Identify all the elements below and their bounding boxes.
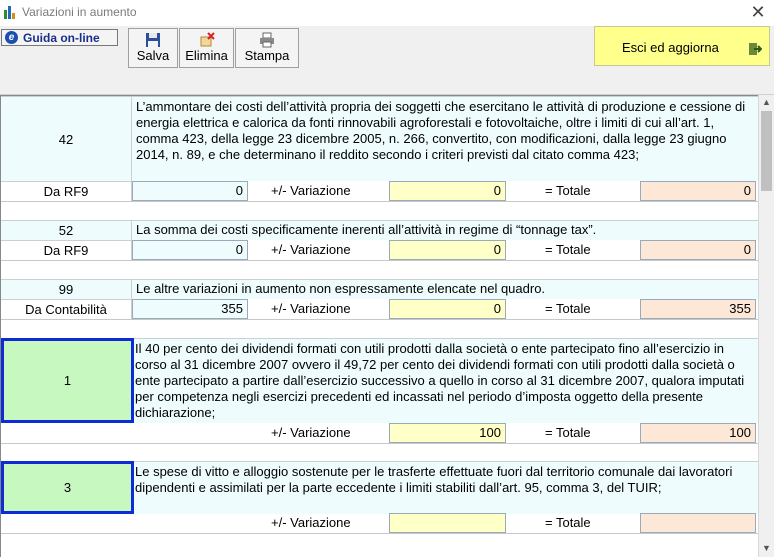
stampa-button[interactable] — [235, 28, 299, 68]
elimina-button[interactable] — [179, 28, 234, 68]
totale-label: = Totale — [545, 425, 591, 440]
totale-field[interactable] — [640, 513, 756, 533]
base-value-field[interactable]: 355 — [132, 299, 248, 319]
base-value-field[interactable]: 0 — [132, 240, 248, 260]
row-source-label: Da RF9 — [1, 240, 132, 260]
ie-icon: e — [5, 31, 18, 44]
app-icon — [4, 6, 17, 19]
esci-ed-aggiorna-button[interactable] — [594, 26, 770, 66]
variazione-field[interactable]: 0 — [389, 299, 506, 319]
variazione-label: +/- Variazione — [271, 183, 351, 198]
stampa-label: Stampa — [244, 48, 290, 63]
row-code-cell: 99 — [1, 279, 132, 299]
row-code-cell: 42 — [1, 96, 132, 181]
esci-label: Esci ed aggiorna — [622, 40, 719, 55]
totale-field[interactable]: 355 — [640, 299, 756, 319]
variazione-label: +/- Variazione — [271, 301, 351, 316]
row-description: Le spese di vitto e alloggio sostenute per le trasferte effettuate fuori dal territorio comunale dai lavoratori dipendenti e assimilati per la parte eccedente i limiti stabiliti dall’art. 95, comma 3, del TUIR; — [134, 461, 758, 514]
variazione-field[interactable]: 0 — [389, 240, 506, 260]
row-code-cell-selected[interactable]: 3 — [1, 461, 134, 514]
title-bar — [0, 0, 774, 26]
row-divider — [1, 319, 758, 320]
scroll-down-arrow-icon[interactable]: ▼ — [762, 543, 771, 553]
vertical-scrollbar[interactable] — [758, 95, 774, 557]
guida-online-label: Guida on-line — [23, 30, 100, 45]
row-description: Il 40 per cento dei dividendi formati con utili prodotti dalla società o ente partecipato fino all’esercizio in corso al 31 dicembre 2007 ovvero il 49,72 per cento dei dividendi formati con utili prodotti dalla società o ente partecipato a partire dall’esercizio successivo a quello in corso al 31 dicembre 2007, qualora imputati per competenza negli esercizi precedenti ed incassati nel periodo d’imposta oggetto della presente dichiarazione; — [134, 338, 758, 423]
exit-arrow-icon — [748, 42, 762, 56]
row-divider — [1, 533, 758, 534]
variazione-field[interactable]: 0 — [389, 181, 506, 201]
elimina-label: Elimina — [185, 48, 228, 63]
totale-field[interactable]: 0 — [640, 240, 756, 260]
floppy-disk-icon — [145, 32, 161, 48]
totale-label: = Totale — [545, 183, 591, 198]
row-source-label: Da Contabilità — [1, 299, 132, 319]
variazione-label: +/- Variazione — [271, 242, 351, 257]
variazione-label: +/- Variazione — [271, 515, 351, 530]
printer-icon — [259, 32, 275, 48]
row-code-cell-selected[interactable]: 1 — [1, 338, 134, 423]
variazioni-grid — [0, 95, 758, 557]
totale-field[interactable]: 0 — [640, 181, 756, 201]
window-title: Variazioni in aumento — [22, 5, 137, 19]
variazione-label: +/- Variazione — [271, 425, 351, 440]
row-description: Le altre variazioni in aumento non espressamente elencate nel quadro. — [132, 279, 758, 299]
salva-label: Salva — [136, 48, 170, 63]
row-divider — [1, 443, 758, 444]
guida-online-button[interactable] — [1, 29, 118, 46]
totale-label: = Totale — [545, 242, 591, 257]
eraser-delete-icon — [199, 32, 215, 48]
variazione-field[interactable] — [389, 513, 506, 533]
toolbar — [0, 26, 774, 94]
variazione-field[interactable]: 100 — [389, 423, 506, 443]
row-description: La somma dei costi specificamente inerenti all’attività in regime di “tonnage tax”. — [132, 220, 758, 240]
row-source-label: Da RF9 — [1, 181, 132, 201]
row-description: L’ammontare dei costi dell’attività propria dei soggetti che esercitano le attività di produzione e cessione di energia elettrica e calorica da fonti rinnovabili agroforestali e fotovoltaiche, oltre i limiti di cui all’art. 1, comma 423, della legge 23 dicembre 2005, n. 266, convertito, con modificazioni, dalla legge 23 giugno 2014, n. 89, e che determinano il reddito secondo i criteri previsti dal citato comma 423; — [132, 96, 758, 181]
close-icon[interactable]: ✕ — [750, 2, 766, 22]
scroll-up-arrow-icon[interactable]: ▲ — [762, 97, 771, 107]
scroll-thumb[interactable] — [761, 111, 772, 191]
base-value-field[interactable]: 0 — [132, 181, 248, 201]
row-code-cell: 52 — [1, 220, 132, 240]
totale-label: = Totale — [545, 301, 591, 316]
row-divider — [1, 260, 758, 261]
salva-button[interactable] — [128, 28, 178, 68]
row-divider — [1, 201, 758, 202]
totale-field[interactable]: 100 — [640, 423, 756, 443]
totale-label: = Totale — [545, 515, 591, 530]
